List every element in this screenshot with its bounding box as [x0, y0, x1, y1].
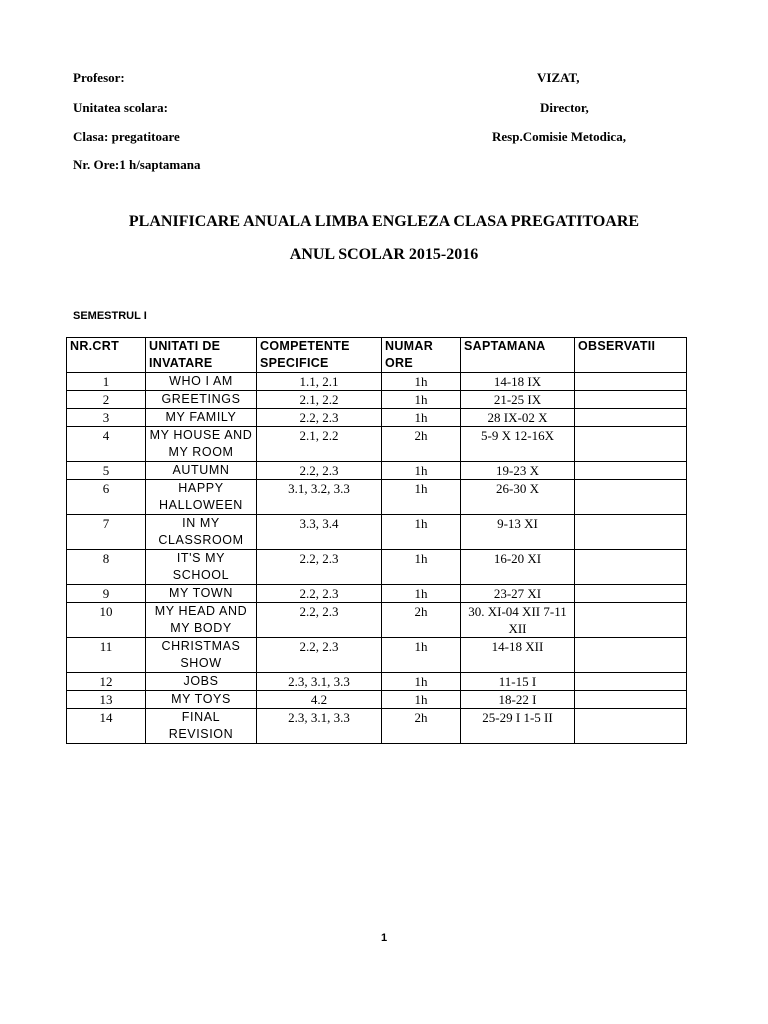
table-row [67, 373, 687, 391]
cell-ore: 1h [382, 673, 461, 691]
cell-unit: JOBS [146, 673, 257, 691]
table-row [67, 515, 687, 550]
cell-saptamana: 11-15 I [461, 673, 575, 691]
cell-observatii [575, 585, 687, 603]
cell-saptamana: 16-20 XI [461, 550, 575, 585]
cell-ore: 1h [382, 691, 461, 709]
cell-observatii [575, 638, 687, 673]
document-title: PLANIFICARE ANUALA LIMBA ENGLEZA CLASA PREGATITOARE [128, 213, 640, 230]
cell-competente: 4.2 [257, 691, 382, 709]
cell-saptamana: 19-23 X [461, 462, 575, 480]
table-row [67, 427, 687, 462]
profesor-label: Profesor: [73, 70, 125, 85]
cell-observatii [575, 691, 687, 709]
cell-nr: 2 [67, 391, 146, 409]
vizat-label: VIZAT, [537, 70, 580, 85]
cell-observatii [575, 391, 687, 409]
col-header-observatii: OBSERVATII [575, 338, 687, 373]
cell-unit: IN MY CLASSROOM [146, 515, 257, 550]
cell-observatii [575, 427, 687, 462]
cell-competente: 1.1, 2.1 [257, 373, 382, 391]
cell-unit: MY HOUSE AND MY ROOM [146, 427, 257, 462]
cell-unit: FINAL REVISION [146, 709, 257, 744]
cell-unit: MY TOWN [146, 585, 257, 603]
cell-ore: 1h [382, 391, 461, 409]
cell-competente: 2.1, 2.2 [257, 391, 382, 409]
cell-nr: 8 [67, 550, 146, 585]
cell-competente: 2.2, 2.3 [257, 585, 382, 603]
cell-unit: MY TOYS [146, 691, 257, 709]
cell-saptamana: 5-9 X 12-16X [461, 427, 575, 462]
cell-observatii [575, 373, 687, 391]
cell-nr: 5 [67, 462, 146, 480]
cell-ore: 2h [382, 603, 461, 638]
nr-ore-label: Nr. Ore:1 h/saptamana [73, 157, 201, 172]
director-label: Director, [540, 100, 589, 115]
cell-nr: 12 [67, 673, 146, 691]
cell-saptamana: 21-25 IX [461, 391, 575, 409]
cell-nr: 1 [67, 373, 146, 391]
col-header-nr: NR.CRT [67, 338, 146, 373]
table-row [67, 691, 687, 709]
cell-nr: 11 [67, 638, 146, 673]
cell-ore: 1h [382, 480, 461, 515]
cell-observatii [575, 515, 687, 550]
cell-competente: 2.2, 2.3 [257, 638, 382, 673]
cell-nr: 4 [67, 427, 146, 462]
col-header-competente: COMPETENTE SPECIFICE [257, 338, 382, 373]
cell-unit: HAPPY HALLOWEEN [146, 480, 257, 515]
cell-nr: 9 [67, 585, 146, 603]
cell-observatii [575, 709, 687, 744]
table-header-row [67, 338, 687, 373]
cell-ore: 2h [382, 427, 461, 462]
cell-competente: 2.2, 2.3 [257, 409, 382, 427]
col-header-saptamana: SAPTAMANA [461, 338, 575, 373]
cell-competente: 2.2, 2.3 [257, 603, 382, 638]
cell-ore: 1h [382, 638, 461, 673]
table-row [67, 603, 687, 638]
table-row [67, 673, 687, 691]
cell-competente: 2.3, 3.1, 3.3 [257, 709, 382, 744]
table-row [67, 585, 687, 603]
col-header-unitati: UNITATI DE INVATARE [146, 338, 257, 373]
cell-ore: 2h [382, 709, 461, 744]
cell-saptamana: 18-22 I [461, 691, 575, 709]
cell-saptamana: 30. XI-04 XII 7-11 XII [461, 603, 575, 638]
cell-competente: 2.2, 2.3 [257, 462, 382, 480]
cell-saptamana: 25-29 I 1-5 II [461, 709, 575, 744]
cell-nr: 7 [67, 515, 146, 550]
cell-saptamana: 28 IX-02 X [461, 409, 575, 427]
cell-competente: 3.1, 3.2, 3.3 [257, 480, 382, 515]
cell-saptamana: 14-18 XII [461, 638, 575, 673]
page-number: 1 [380, 932, 388, 944]
cell-observatii [575, 603, 687, 638]
cell-observatii [575, 462, 687, 480]
cell-ore: 1h [382, 373, 461, 391]
cell-unit: IT'S MY SCHOOL [146, 550, 257, 585]
cell-nr: 14 [67, 709, 146, 744]
cell-ore: 1h [382, 515, 461, 550]
cell-observatii [575, 409, 687, 427]
table-row [67, 409, 687, 427]
cell-unit: MY FAMILY [146, 409, 257, 427]
cell-nr: 10 [67, 603, 146, 638]
cell-unit: GREETINGS [146, 391, 257, 409]
table-row [67, 462, 687, 480]
table-row [67, 709, 687, 744]
cell-observatii [575, 673, 687, 691]
cell-saptamana: 14-18 IX [461, 373, 575, 391]
cell-unit: MY HEAD AND MY BODY [146, 603, 257, 638]
clasa-label: Clasa: pregatitoare [73, 129, 180, 144]
cell-nr: 13 [67, 691, 146, 709]
cell-saptamana: 23-27 XI [461, 585, 575, 603]
cell-unit: WHO I AM [146, 373, 257, 391]
cell-observatii [575, 480, 687, 515]
cell-saptamana: 9-13 XI [461, 515, 575, 550]
unitatea-label: Unitatea scolara: [73, 100, 168, 115]
table-row [67, 391, 687, 409]
cell-nr: 6 [67, 480, 146, 515]
cell-unit: AUTUMN [146, 462, 257, 480]
table-row [67, 638, 687, 673]
school-year-title: ANUL SCOLAR 2015-2016 [289, 246, 479, 263]
cell-competente: 2.3, 3.1, 3.3 [257, 673, 382, 691]
table-body [67, 373, 687, 744]
cell-competente: 2.2, 2.3 [257, 550, 382, 585]
table-row [67, 550, 687, 585]
cell-ore: 1h [382, 409, 461, 427]
cell-saptamana: 26-30 X [461, 480, 575, 515]
resp-comisie-label: Resp.Comisie Metodica, [492, 129, 626, 144]
cell-ore: 1h [382, 550, 461, 585]
cell-competente: 3.3, 3.4 [257, 515, 382, 550]
cell-ore: 1h [382, 585, 461, 603]
cell-unit: CHRISTMAS SHOW [146, 638, 257, 673]
cell-ore: 1h [382, 462, 461, 480]
table-row [67, 480, 687, 515]
col-header-numar-ore: NUMAR ORE [382, 338, 461, 373]
cell-observatii [575, 550, 687, 585]
planning-table [66, 337, 687, 744]
cell-competente: 2.1, 2.2 [257, 427, 382, 462]
semester-label: SEMESTRUL I [73, 310, 147, 322]
cell-nr: 3 [67, 409, 146, 427]
